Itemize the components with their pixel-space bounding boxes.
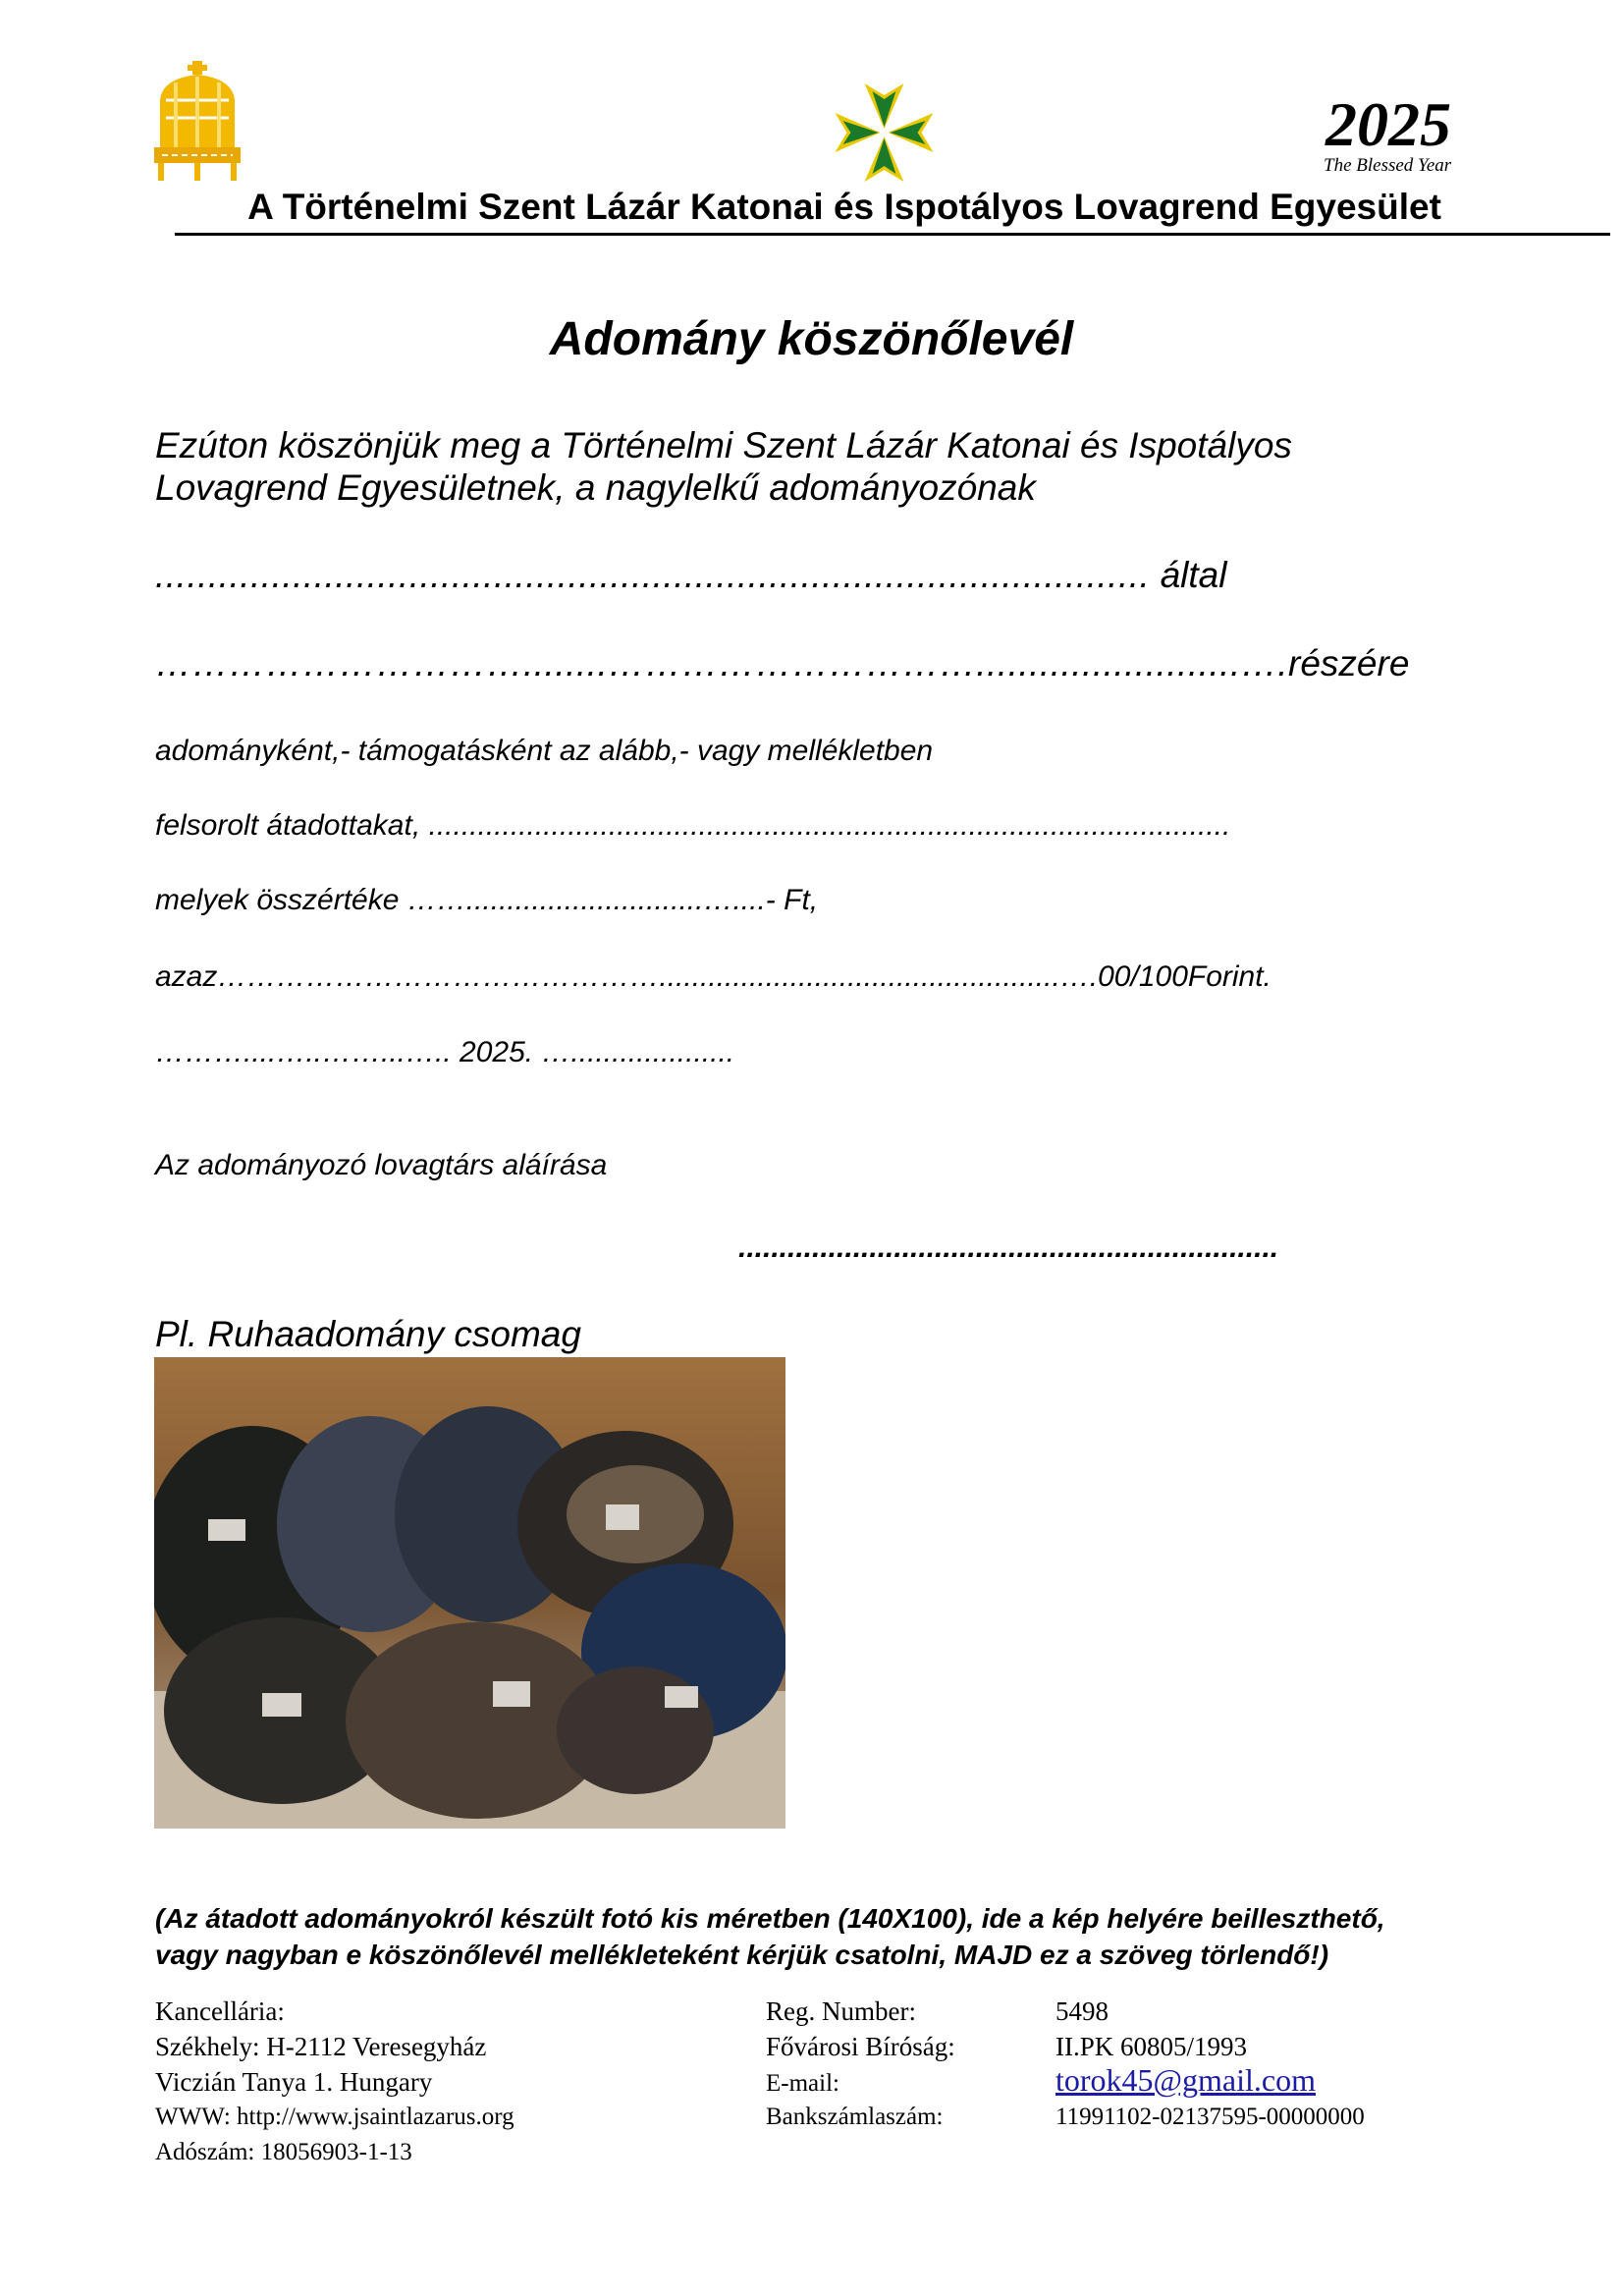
- footer-email-label: E-mail:: [766, 2070, 839, 2097]
- intro-line-2: Lovagrend Egyesületnek, a nagylelkű adományozónak: [155, 467, 1036, 508]
- signature-field[interactable]: ..................................................................: [738, 1231, 1279, 1264]
- crown-logo: [152, 61, 243, 184]
- note-line-1: (Az átadott adományokról készült fotó kis méretben (140X100), ide a kép helyére beilleszthető,: [155, 1903, 1385, 1934]
- donation-photo: [154, 1357, 785, 1829]
- footer-street: Viczián Tanya 1. Hungary: [155, 2067, 433, 2097]
- items-line[interactable]: felsorolt átadottakat, ..................................................................................................: [155, 809, 1231, 842]
- header-divider: [175, 233, 1610, 236]
- footer-bank-value: 11991102-02137595-00000000: [1055, 2104, 1365, 2130]
- footer-court-label: Fővárosi Bíróság:: [766, 2032, 955, 2061]
- footer-chancellery: Kancellária:: [155, 1996, 285, 2026]
- footer-court-value: II.PK 60805/1993: [1055, 2032, 1247, 2061]
- date-line[interactable]: ………....…..……...….. 2025. …....................: [155, 1036, 735, 1068]
- reszere-word: részére: [1288, 643, 1410, 683]
- year-label: 2025: [1325, 89, 1451, 159]
- donation-type-line: adományként,- támogatásként az alább,- vagy mellékletben: [155, 735, 934, 767]
- note-line-2: vagy nagyban e köszönőlevél mellékleteként kérjük csatolni, MAJD ez a szöveg törlendő!): [155, 1940, 1329, 1970]
- footer-tax-number: Adószám: 18056903-1-13: [155, 2139, 412, 2165]
- donor-name-field[interactable]: ..............................................................................................: [155, 555, 1151, 595]
- year-subtitle: The Blessed Year: [1324, 155, 1452, 176]
- footer-seat: Székhely: H-2112 Veresegyház: [155, 2032, 487, 2061]
- maltese-cross-logo: [828, 79, 941, 187]
- footer-bank-label: Bankszámlaszám:: [766, 2104, 944, 2130]
- footer-reg-label: Reg. Number:: [766, 1996, 916, 2026]
- donor-name-line: [155, 555, 1226, 596]
- footer-website[interactable]: WWW: http://www.jsaintlazarus.org: [155, 2104, 514, 2130]
- recipient-field[interactable]: …………………………........………………………….........................….: [155, 643, 1289, 683]
- signature-label: Az adományozó lovagtárs aláírása: [155, 1149, 608, 1181]
- intro-paragraph: [155, 424, 1292, 509]
- instruction-note: [155, 1900, 1385, 1973]
- footer-reg-value: 5498: [1055, 1996, 1109, 2026]
- altal-word: által: [1160, 555, 1227, 595]
- intro-line-1: Ezúton köszönjük meg a Történelmi Szent Lázár Katonai és Ispotályos: [155, 425, 1292, 465]
- amount-in-words-line[interactable]: azaz……………………………………….................................................….00/100Forint.: [155, 960, 1271, 993]
- document-title: Adomány köszönőlevél: [549, 313, 1074, 365]
- footer-address: [155, 1994, 514, 2170]
- recipient-line: [155, 643, 1409, 684]
- photo-caption: Pl. Ruhaadomány csomag: [155, 1314, 581, 1354]
- footer-email-link[interactable]: torok45@gmail.com: [1055, 2062, 1316, 2098]
- organization-name: A Történelmi Szent Lázár Katonai és Ispotályos Lovagrend Egyesület: [247, 187, 1441, 227]
- total-value-line[interactable]: melyek összértéke …….............................…....- Ft,: [155, 884, 819, 916]
